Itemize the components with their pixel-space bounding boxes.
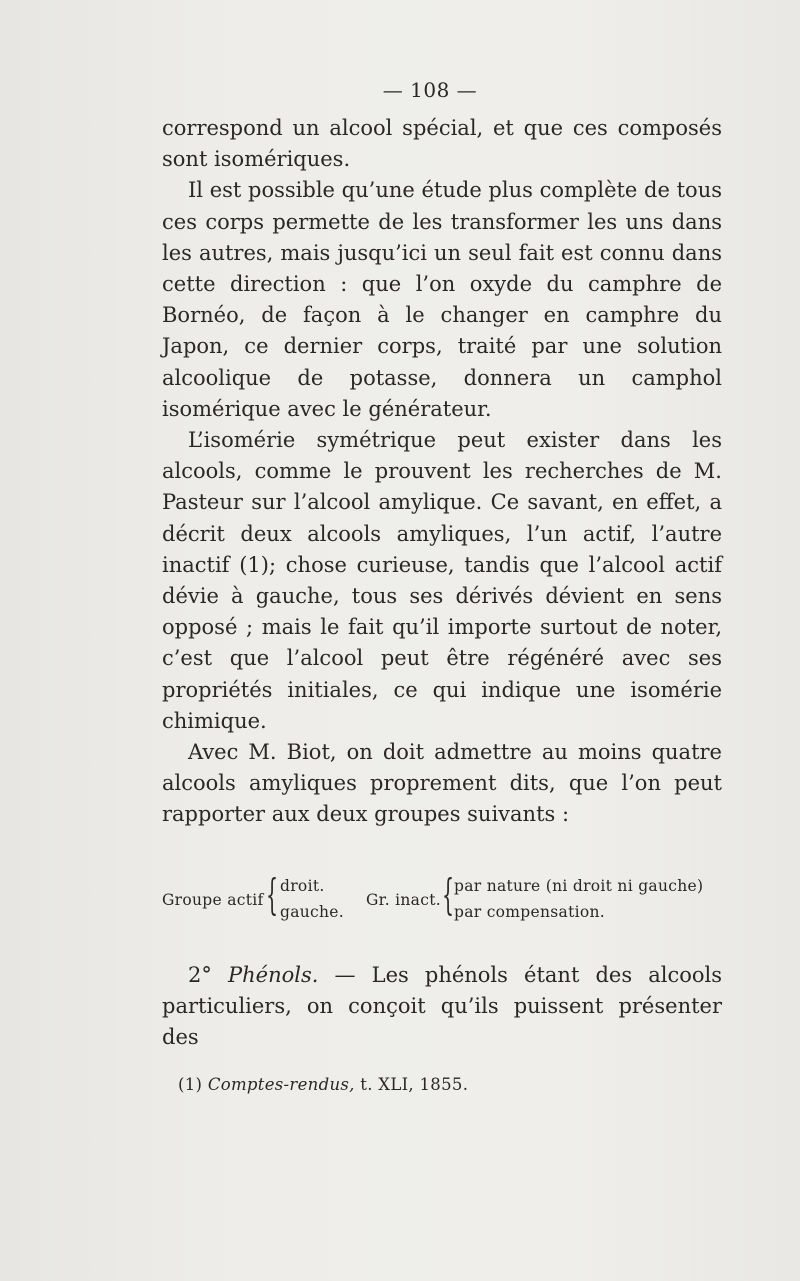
footnote [178,1075,468,1094]
footnote-reference: t. XLI, 1855. [360,1075,469,1094]
group-active-item-1: droit. [280,877,325,895]
group-inactive-item-2: par compensation. [454,903,606,921]
paragraph-2: Il est possible qu’une étude plus complète de tous ces corps permette de les transformer les uns dans les autres, mais jusqu’ici un seul fait est connu dans cette direction : que l’on oxyde du camphre de Bornéo, de façon à le changer en camphre du Japon, ce dernier corps, traité par une solution alcoolique de potasse, donnera un camphol isomérique avec le générateur. [162,178,722,421]
section-phenols [162,960,722,1054]
group-active-label: Groupe actif [162,891,264,909]
section-title: Phénols. [227,963,319,987]
group-active-brace: { [266,870,279,919]
section-paragraph [162,960,722,1054]
page-number: — 108 — [382,78,478,102]
group-inactive-item-1: par nature (ni droit ni gauche) [454,877,704,895]
group-active-item-2: gauche. [280,903,345,921]
group-inactive-brace: { [442,870,455,919]
section-text: Les phénols étant des alcools particuliers, on conçoit qu’ils puissent présenter des [162,963,722,1050]
footnote-marker: (1) [178,1075,203,1094]
section-number: 2° [188,963,212,987]
footnote-title: Comptes-rendus, [207,1075,355,1094]
paragraph-3: L’isomérie symétrique peut exister dans les alcools, comme le prouvent les recherches de M. Pasteur sur l’alcool amylique. Ce savant, en effet, a décrit deux alcools amyliques, l’un actif, l’autre inactif (1); chose curieuse, tandis que l’alcool actif dévie à gauche, tous ses dérivés dévient en sens opposé ; mais le fait qu’il importe surtout de noter, c’est que l’alcool peut être régénéré avec ses propriétés initiales, ce qui indique une isomérie chimique. [162,428,722,733]
body-text [162,113,722,831]
section-dash: — [334,963,356,987]
paragraph-1: correspond un alcool spécial, et que ces composés sont isomériques. [162,116,722,172]
group-inactive-label: Gr. inact. [366,891,441,909]
alcohol-groups-table [162,870,722,935]
paragraph-4: Avec M. Biot, on doit admettre au moins quatre alcools amyliques proprement dits, que l’on peut rapporter aux deux groupes suivants : [162,740,722,827]
